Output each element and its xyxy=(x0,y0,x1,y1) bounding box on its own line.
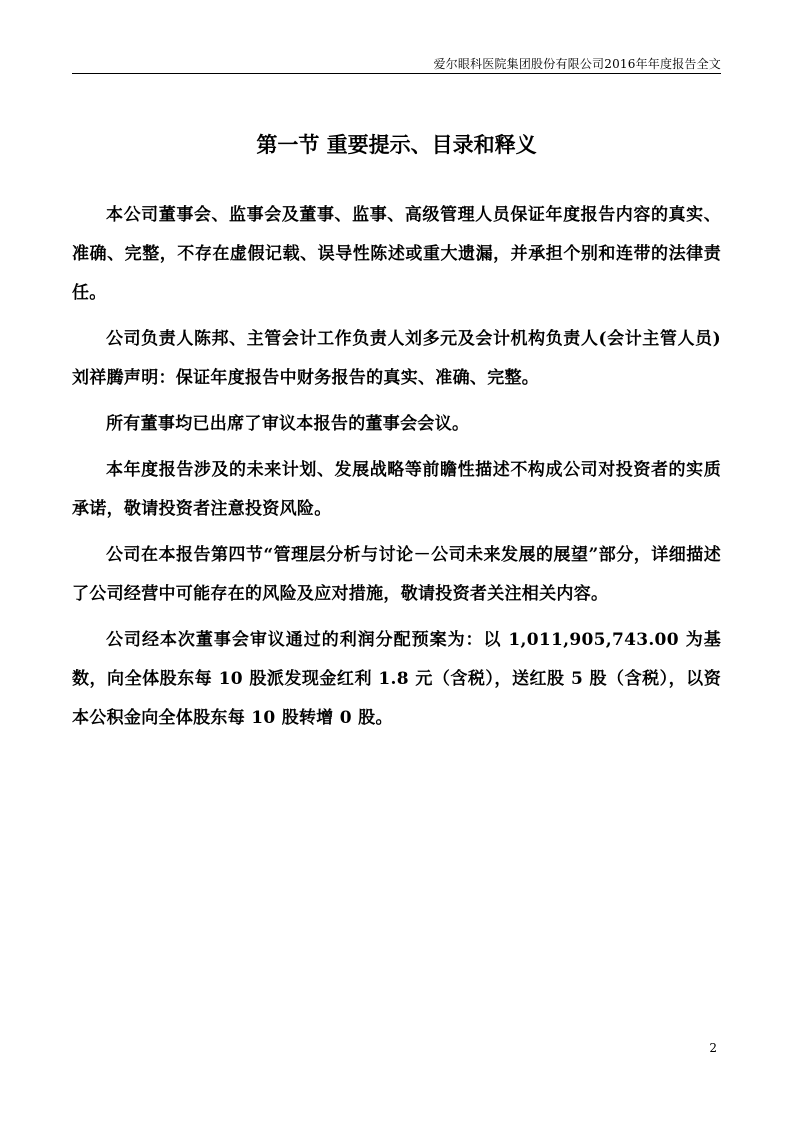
page-number: 2 xyxy=(709,1041,717,1055)
notice-body xyxy=(72,196,721,745)
paragraph-board-guarantee: 本公司董事会、监事会及董事、监事、高级管理人员保证年度报告内容的真实、准确、完整，不存在虚假记载、误导性陈述或重大遗漏，并承担个别和连带的法律责任。 xyxy=(72,205,721,303)
section-title: 第一节 重要提示、目录和释义 xyxy=(256,132,537,157)
paragraph-forward-looking: 本年度报告涉及的未来计划、发展战略等前瞻性描述不构成公司对投资者的实质承诺，敬请投资者注意投资风险。 xyxy=(72,460,721,519)
report-header: 爱尔眼科医院集团股份有限公司2016年年度报告全文 xyxy=(433,57,721,71)
paragraph-directors-attendance: 所有董事均已出席了审议本报告的董事会会议。 xyxy=(106,414,470,434)
paragraph-risk-notice: 公司在本报告第四节“管理层分析与讨论－公司未来发展的展望”部分，详细描述了公司经营中可能存在的风险及应对措施，敬请投资者关注相关内容。 xyxy=(72,545,721,604)
header-divider xyxy=(72,73,721,74)
paragraph-responsible-persons: 公司负责人陈邦、主管会计工作负责人刘多元及会计机构负责人(会计主管人员)刘祥腾声明：保证年度报告中财务报告的真实、准确、完整。 xyxy=(72,329,721,388)
paragraph-profit-distribution: 公司经本次董事会审议通过的利润分配预案为：以 1,011,905,743.00 为基数，向全体股东每 10 股派发现金红利 1.8 元（含税），送红股 5 股（含税），以资本公积金向全体股东每 10 股转增 0 股。 xyxy=(72,630,721,728)
